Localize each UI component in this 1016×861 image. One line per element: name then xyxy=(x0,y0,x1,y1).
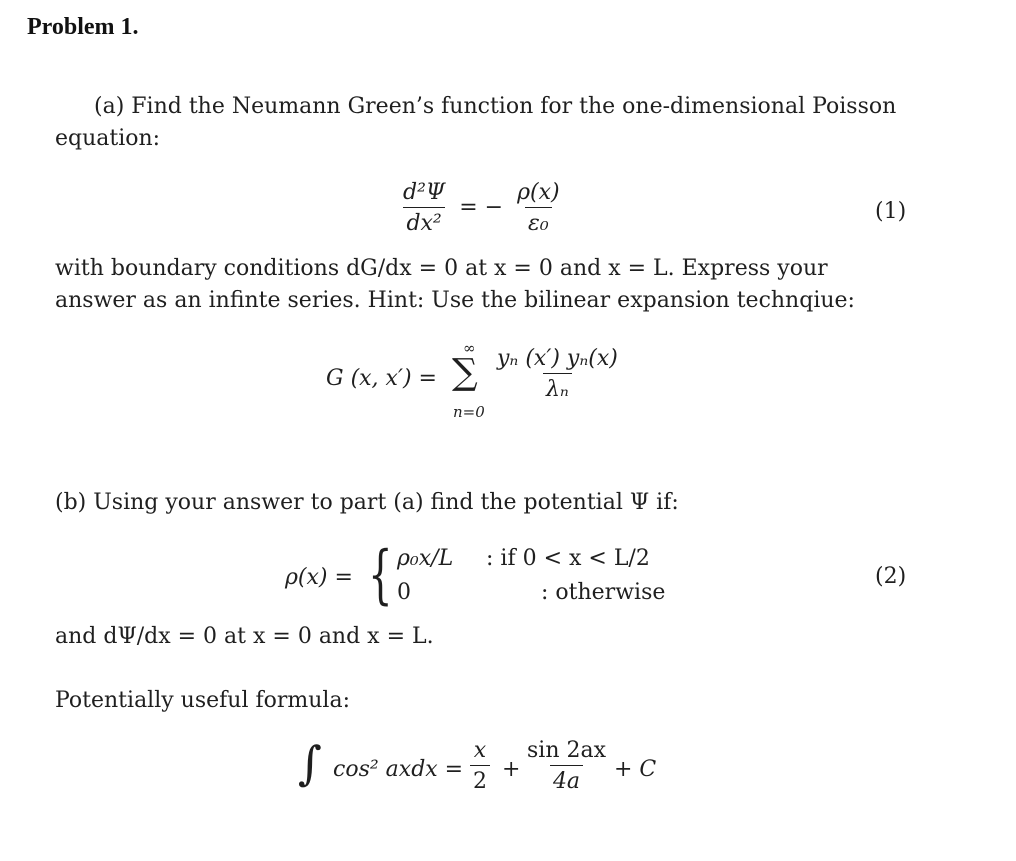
frac2-num: sin 2ax xyxy=(527,738,607,763)
sum-upper: ∞ xyxy=(463,339,476,357)
equation-2-number: (2) xyxy=(875,564,907,589)
formula-frac1 xyxy=(470,738,490,794)
integrand: cos² axdx = xyxy=(333,757,464,782)
sum-symbol: ∑ xyxy=(452,352,478,393)
eq1-rhs-den: ε₀ xyxy=(525,207,552,236)
eq2-case2-value: 0 xyxy=(397,580,411,605)
frac1-num: x xyxy=(473,738,487,763)
formula-tail: + C xyxy=(614,757,657,782)
part-b-intro: (b) Using your answer to part (a) find the potential Ψ if: xyxy=(55,490,679,515)
eq1-equals: = − xyxy=(459,195,504,220)
part-a-intro-line2: equation: xyxy=(55,126,161,151)
equation-1 xyxy=(400,180,563,236)
eq2-lhs: ρ(x) = xyxy=(285,565,353,590)
part-a-bc-line2: answer as an infinte series. Hint: Use the bilinear expansion technqiue: xyxy=(55,288,855,313)
formula-label: Potentially useful formula: xyxy=(55,688,350,713)
eq1-lhs-fraction xyxy=(400,180,448,236)
eq2-case2-cond: : otherwise xyxy=(541,580,666,605)
eq2-brace: { xyxy=(368,538,393,612)
frac1-den: 2 xyxy=(470,765,490,794)
problem-title: Problem 1. xyxy=(27,14,139,40)
eq2-case1-cond: : if 0 < x < L/2 xyxy=(486,546,650,571)
sum-lower: n=0 xyxy=(453,403,485,421)
formula-plus: + xyxy=(502,757,521,782)
eq1-rhs-num: ρ(x) xyxy=(517,180,560,205)
bilinear-lhs: G (x, x′) = xyxy=(326,366,437,391)
eq1-rhs-fraction xyxy=(514,180,563,236)
part-b-bc: and dΨ/dx = 0 at x = 0 and x = L. xyxy=(55,624,434,649)
eq2-case1-value: ρ₀x/L xyxy=(397,546,454,571)
eq1-lhs-num: d²Ψ xyxy=(403,180,446,205)
formula-frac2 xyxy=(524,738,609,794)
equation-1-number: (1) xyxy=(875,199,907,224)
bilinear-fraction xyxy=(494,346,621,402)
bilinear-den: λₙ xyxy=(543,373,572,402)
part-a-bc-line1: with boundary conditions dG/dx = 0 at x = 0 and x = L. Express your xyxy=(55,256,828,281)
integral-sign: ∫ xyxy=(298,736,322,790)
frac2-den: 4a xyxy=(550,765,583,794)
part-a-intro-line1: (a) Find the Neumann Green’s function for the one-dimensional Poisson xyxy=(94,94,897,119)
eq1-lhs-den: dx² xyxy=(403,207,444,236)
bilinear-num: yₙ (x′) yₙ(x) xyxy=(497,346,618,371)
